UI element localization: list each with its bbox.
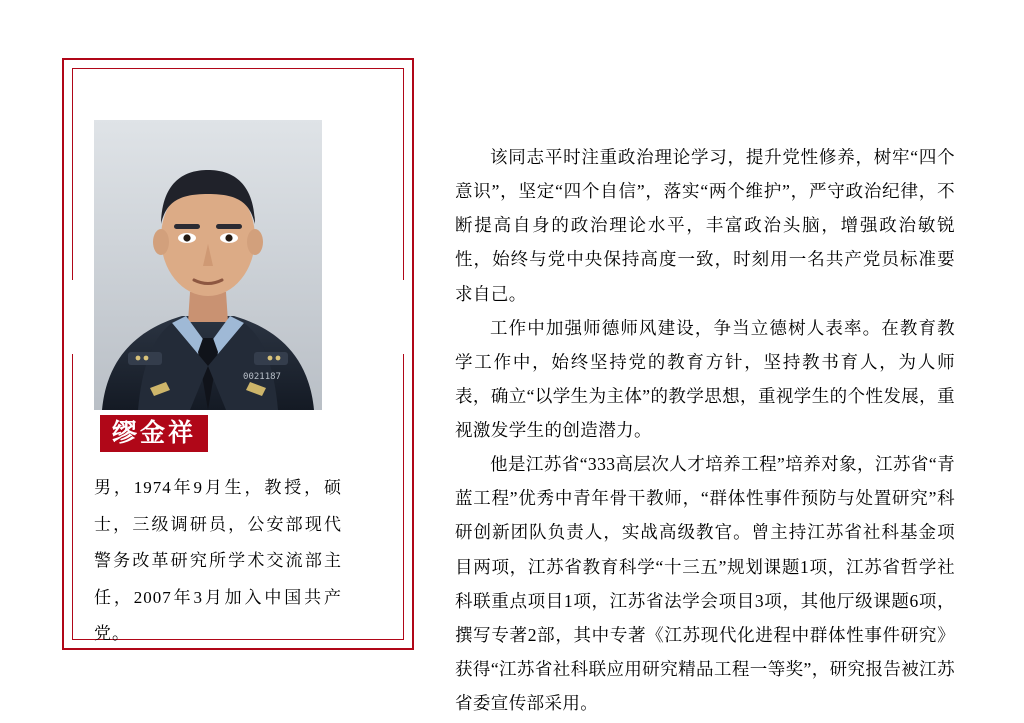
article-paragraph-2: 工作中加强师德师风建设，争当立德树人表率。在教育教学工作中，始终坚持党的教育方针，坚持教书育人，为人师表，确立“以学生为主体”的教学思想，重视学生的个性发展，重视激发学生的创造潜力。 — [455, 317, 955, 440]
portrait-illustration — [94, 120, 322, 410]
profile-card — [62, 58, 414, 650]
bio-text: 男，1974年9月生，教授，硕士，三级调研员，公安部现代警务改革研究所学术交流部主任，2007年3月加入中国共产党。 — [94, 478, 342, 644]
article-paragraph-3: 他是江苏省“333高层次人才培养工程”培养对象，江苏省“青蓝工程”优秀中青年骨干教师，“群体性事件预防与处置研究”科研创新团队负责人，实战高级教官。曾主持江苏省社科基金项目两项，江苏省教育科学“十三五”规划课题1项，江苏省哲学社科联重点项目1项，江苏省法学会项目3项，其他厅级课题6项，撰写专著2部，其中专著《江苏现代化进程中群体性事件研究》获得“江苏省社科联应用研究精品工程一等奖”，研究报告被江苏省委宣传部采用。 — [455, 454, 955, 713]
article-body — [455, 140, 955, 720]
frame-notch-right — [396, 280, 410, 354]
badge-number-text: 0021187 — [243, 372, 281, 382]
portrait-photo — [94, 120, 322, 410]
name-plate: 缪金祥 — [100, 415, 208, 452]
article-paragraph-1: 该同志平时注重政治理论学习，提升党性修养，树牢“四个意识”，坚定“四个自信”，落实“两个维护”，严守政治纪律，不断提高自身的政治理论水平，丰富政治头脑，增强政治敏锐性，始终与党中央保持高度一致，时刻用一名共产党员标准要求自己。 — [455, 147, 955, 304]
frame-notch-left — [66, 280, 80, 354]
